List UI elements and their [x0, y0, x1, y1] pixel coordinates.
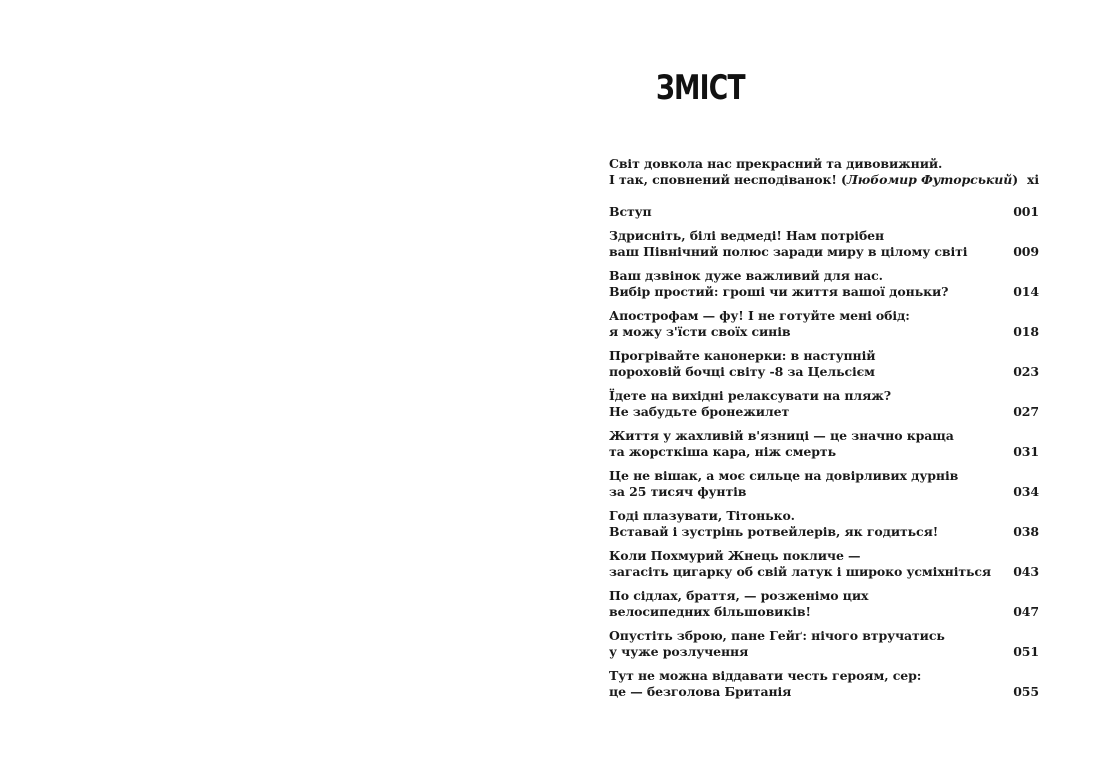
toc-page-number: 031 — [1013, 444, 1039, 459]
toc-entry-line: це — безголова Британія — [609, 684, 792, 699]
toc-entry-line: у чуже розлучення — [609, 644, 749, 659]
toc-entry-line: Годі плазувати, Тітонько. — [609, 508, 795, 523]
toc-page-number: 051 — [1013, 644, 1039, 659]
toc-entry-title — [609, 268, 989, 300]
toc-page-number: 014 — [1013, 284, 1039, 299]
toc-entry-title — [609, 204, 989, 220]
toc-entry — [609, 468, 1039, 500]
toc-entry-line: Коли Похмурий Жнець покличе — — [609, 548, 861, 563]
toc-entry-title — [609, 668, 989, 700]
toc-entry-title — [609, 348, 989, 380]
right-page — [552, 0, 1105, 762]
toc-entry-line: Не забудьте бронежилет — [609, 404, 790, 419]
toc-entry — [609, 588, 1039, 620]
toc-entry-title — [609, 548, 992, 580]
toc-entry-line: Їдете на вихідні релаксувати на пляж? — [609, 388, 891, 403]
toc-page-number: 043 — [1013, 564, 1039, 579]
toc-entry-line: та жорсткіша кара, ніж смерть — [609, 444, 836, 459]
toc-page-number: 009 — [1013, 244, 1039, 259]
toc-page-number: 027 — [1013, 404, 1039, 419]
toc-entry-line: загасіть цигарку об свій латук і широко усміхніться — [609, 564, 992, 579]
toc-entry-foreword — [609, 156, 1039, 188]
toc-entry-title — [609, 468, 989, 500]
toc-entry-author: Любомир Футорський — [846, 172, 1013, 187]
toc-page-number: 055 — [1013, 684, 1039, 699]
toc-entry-line: Вступ — [609, 204, 652, 219]
page-title: ЗМІСТ — [656, 68, 745, 108]
toc-entry — [609, 668, 1039, 700]
toc-page-number: 018 — [1013, 324, 1039, 339]
toc-entry-line — [609, 172, 1019, 188]
toc-entry-line: Тут не можна віддавати честь героям, сер: — [609, 668, 922, 683]
toc-entry-title — [609, 388, 989, 420]
toc-entry-title — [609, 428, 989, 460]
table-of-contents — [609, 156, 1039, 708]
toc-entry-line: Прогрівайте канонерки: в наступній — [609, 348, 876, 363]
toc-entry — [609, 428, 1039, 460]
toc-entry-line: Ваш дзвінок дуже важливий для нас. — [609, 268, 883, 283]
toc-entry-author-close: ) — [1012, 172, 1019, 187]
toc-entry-line: Опустіть зброю, пане Гейґ: нічого втручатись — [609, 628, 945, 643]
toc-entry-line: Апострофам — фу! І не готуйте мені обід: — [609, 308, 910, 323]
toc-entry — [609, 388, 1039, 420]
toc-entry-line: я можу з'їсти своїх синів — [609, 324, 791, 339]
toc-entry-title — [609, 228, 989, 260]
toc-page-number: 047 — [1013, 604, 1039, 619]
toc-entry-line: По сідлах, браття, — розженімо цих — [609, 588, 869, 603]
toc-entry-line: Здрисніть, білі ведмеді! Нам потрібен — [609, 228, 885, 243]
toc-page-number: 038 — [1013, 524, 1039, 539]
toc-entry-line: Вибір простий: гроші чи життя вашої доньки? — [609, 284, 949, 299]
toc-entry — [609, 308, 1039, 340]
toc-page-number: xi — [1026, 172, 1039, 187]
toc-entry-line: пороховій бочці світу -8 за Цельсієм — [609, 364, 875, 379]
toc-entry-line: за 25 тисяч фунтів — [609, 484, 747, 499]
toc-entry-title — [609, 308, 989, 340]
toc-entry — [609, 228, 1039, 260]
toc-entry-line: Це не вішак, а моє сильце на довірливих дурнів — [609, 468, 959, 483]
toc-entry-line: Життя у жахливій в'язниці — це значно краща — [609, 428, 954, 443]
toc-entry-title — [609, 588, 989, 620]
toc-entry — [609, 548, 1039, 580]
toc-entry-line: велосипедних більшовиків! — [609, 604, 811, 619]
toc-entry — [609, 628, 1039, 660]
toc-page-number: 023 — [1013, 364, 1039, 379]
toc-entry-line: Світ довкола нас прекрасний та дивовижний. — [609, 156, 943, 171]
toc-entry-line-text: І так, сповнений несподіванок! ( — [609, 172, 847, 187]
toc-page-number: 034 — [1013, 484, 1039, 499]
toc-entry — [609, 268, 1039, 300]
toc-entry-line: Вставай і зустрінь ротвейлерів, як годиться! — [609, 524, 939, 539]
left-page-blank — [0, 0, 552, 762]
toc-entry-introduction — [609, 204, 1039, 220]
toc-entry-line: ваш Північний полюс заради миру в цілому світі — [609, 244, 968, 259]
toc-entry-title — [609, 508, 989, 540]
toc-entry-title — [609, 156, 1019, 188]
toc-page-number: 001 — [1013, 204, 1039, 219]
toc-entry — [609, 348, 1039, 380]
toc-entry-title — [609, 628, 989, 660]
toc-entry — [609, 508, 1039, 540]
